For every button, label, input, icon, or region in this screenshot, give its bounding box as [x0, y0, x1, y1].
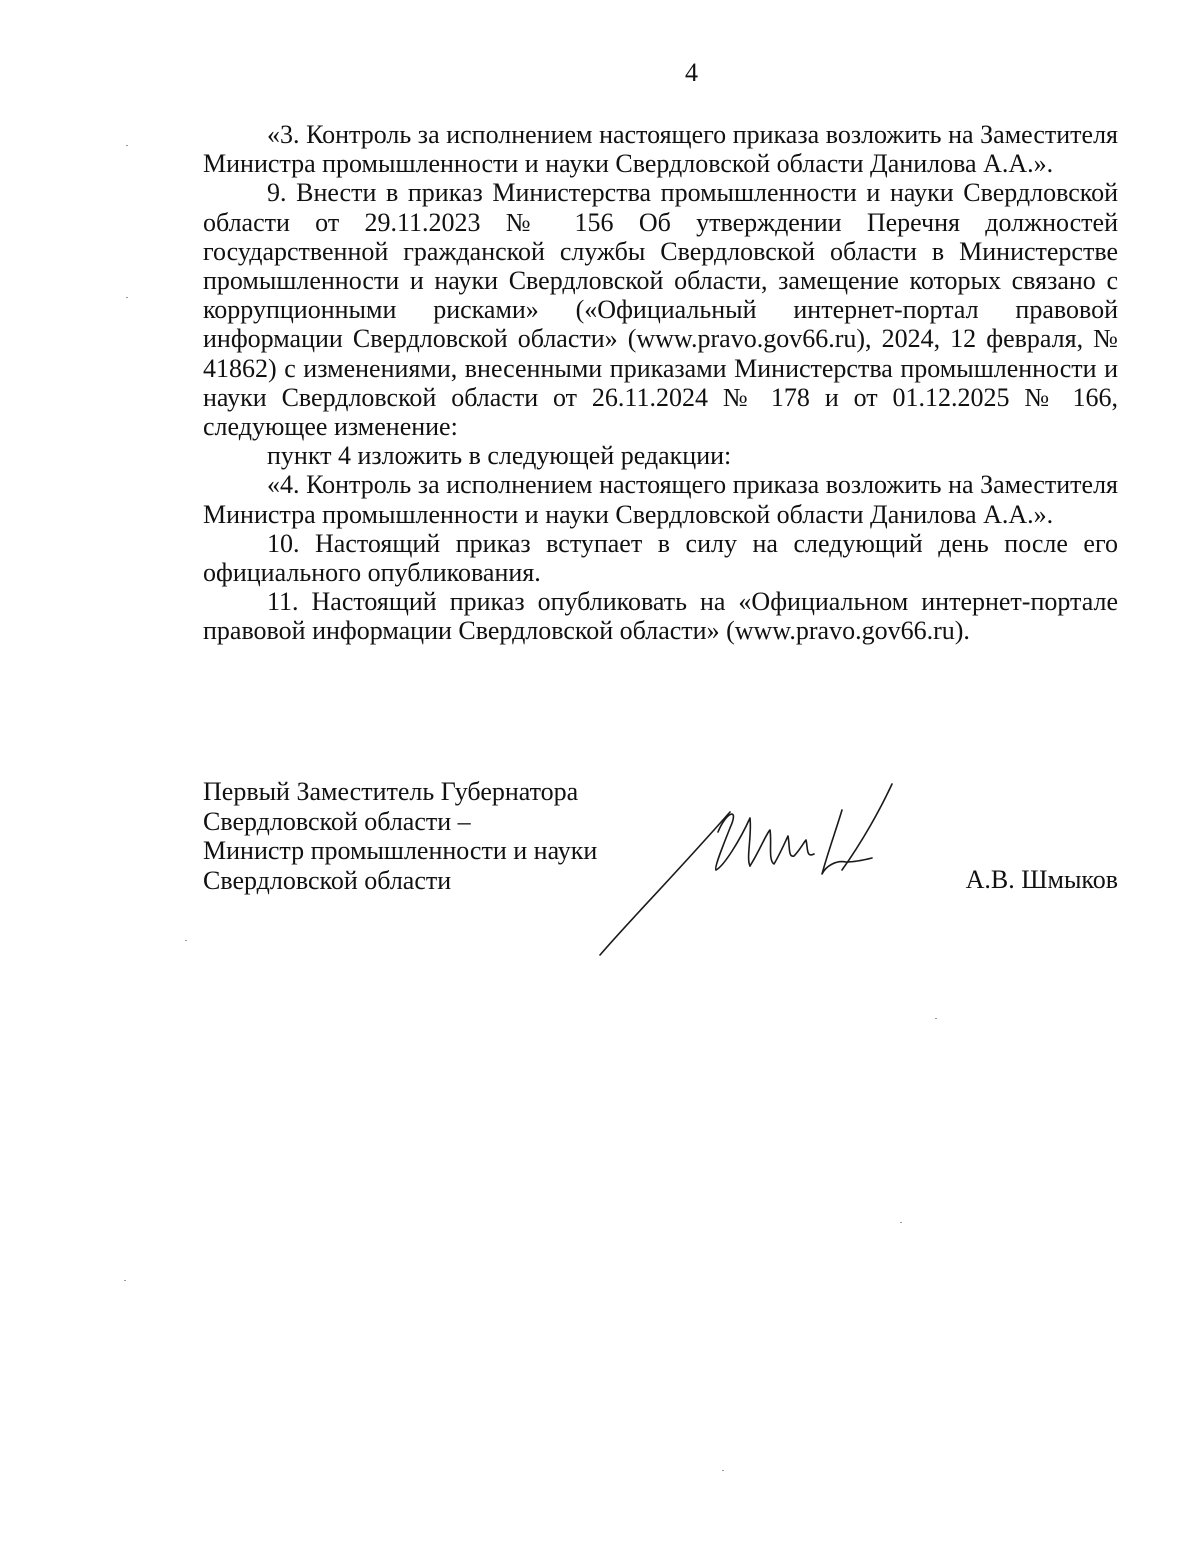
scan-speck — [124, 1280, 126, 1281]
scan-speck — [900, 1222, 902, 1223]
page-number: 4 — [685, 58, 698, 87]
signature-right-stroke — [822, 810, 872, 874]
scan-speck — [126, 297, 128, 298]
scan-speck — [185, 940, 187, 941]
signatory-position-line: Министр промышленности и науки — [203, 836, 598, 865]
signature-loop-2 — [750, 830, 814, 866]
paragraph-item-11: 11. Настоящий приказ опубликовать на «Официальном интернет-портале правовой информации Свердловской области» (www.pravo.gov66.ru). — [203, 587, 1118, 646]
document-body — [203, 120, 1118, 646]
signatory-position-line: Первый Заместитель Губернатора — [203, 777, 579, 806]
signatory-position-line: Свердловской области — [203, 865, 452, 895]
paragraph-item-9-instruction: пункт 4 изложить в следующей редакции: — [267, 441, 732, 471]
paragraph-item-9: 9. Внести в приказ Министерства промышленности и науки Свердловской области от 29.11.2023 № 156 Об утверждении Перечня должностей государственной гражданской службы Свердловской области в Министерстве промышленности и науки Свердловской области, замещение которых связано с коррупционными рисками» («Официальный интернет-портал правовой информации Свердловской области» (www.pravo.gov66.ru), 2024, 12 февраля, № 41862) с изменениями, внесенными приказами Министерства промышленности и науки Свердловской области от 26.11.2024 № 178 и от 01.12.2025 № 166, следующее изменение: — [203, 178, 1118, 442]
scan-speck — [722, 1470, 724, 1471]
signature-long-stroke — [600, 812, 730, 955]
paragraph-control-clause-4: «4. Контроль за исполнением настоящего приказа возложить на Заместителя Министра промышленности и науки Свердловской области Данилова А.А.». — [203, 470, 1118, 529]
paragraph-item-10: 10. Настоящий приказ вступает в силу на следующий день после его официального опубликования. — [203, 528, 1118, 588]
signatory-position — [203, 777, 623, 895]
scan-speck — [935, 1018, 937, 1019]
signatory-name: А.В. Шмыков — [965, 865, 1118, 894]
signatory-position-line: Свердловской области – — [203, 806, 471, 836]
handwritten-signature — [590, 770, 910, 970]
scan-speck — [126, 145, 128, 146]
paragraph-control-clause-3: «3. Контроль за исполнением настоящего приказа возложить на Заместителя Министра промышленности и науки Свердловской области Данилова А.А.». — [203, 120, 1118, 179]
signature-hook — [842, 784, 892, 870]
